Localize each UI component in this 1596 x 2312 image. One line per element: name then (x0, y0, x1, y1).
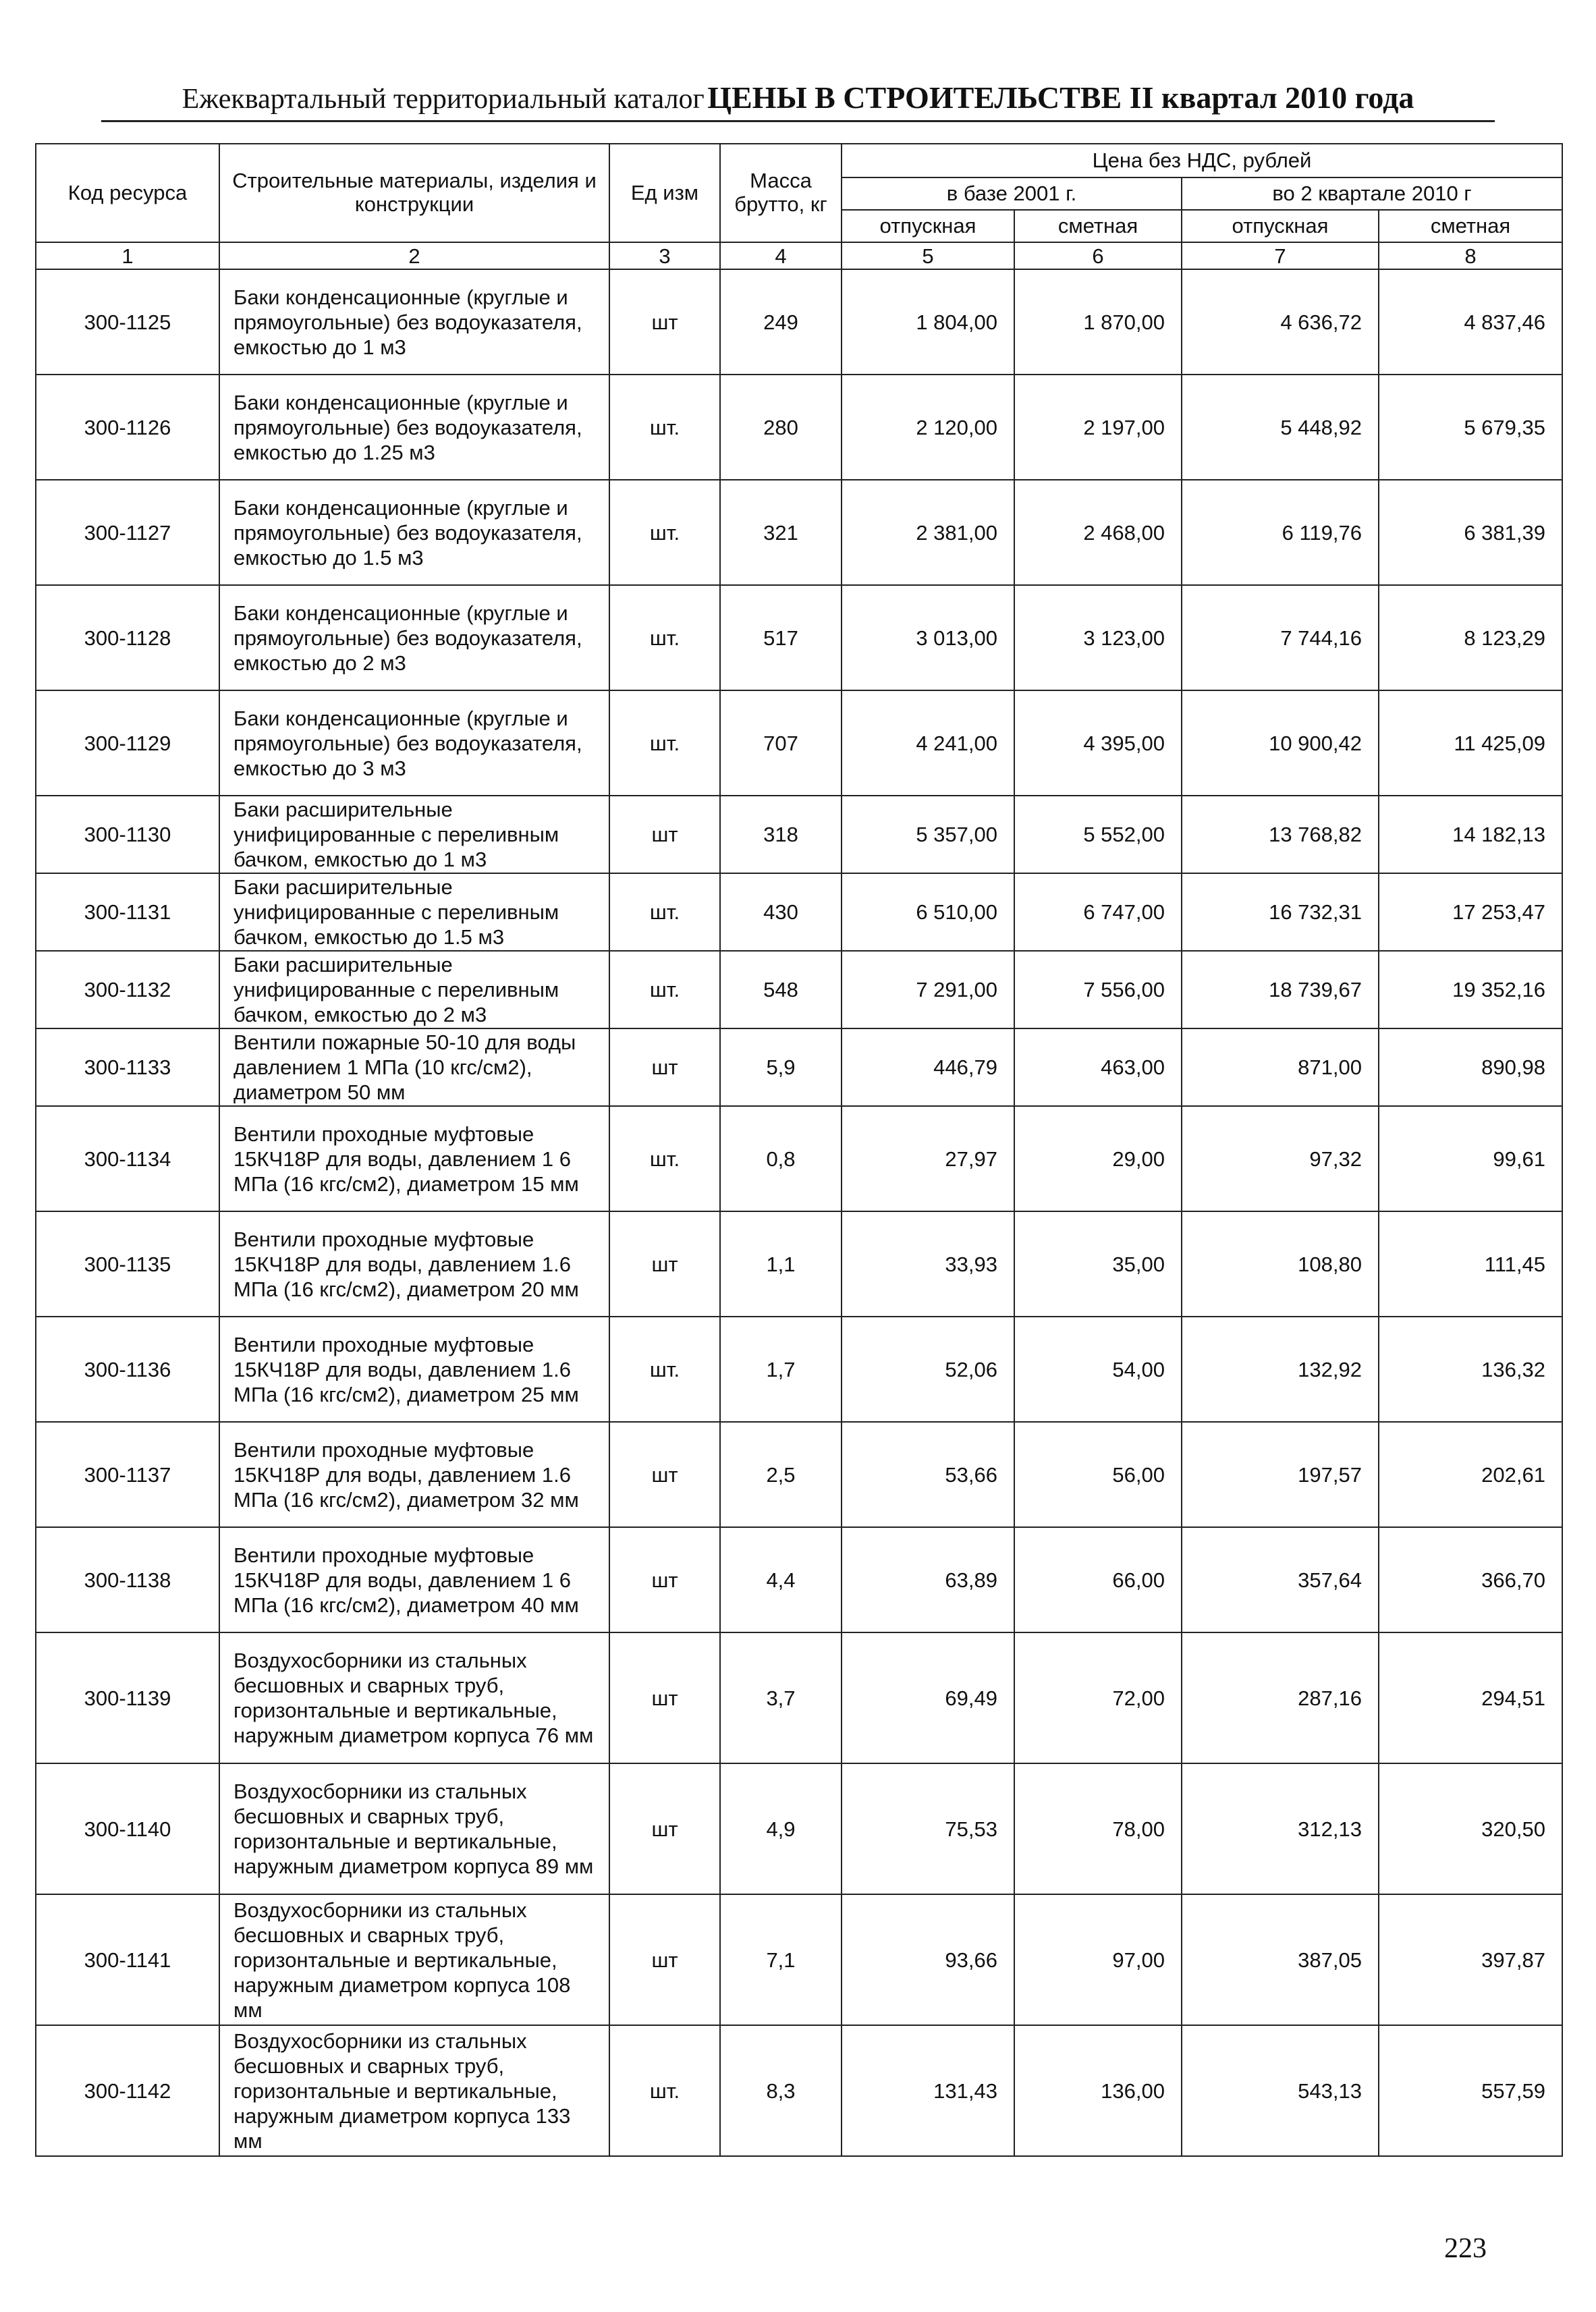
gross-mass: 321 (720, 480, 842, 585)
price-estimate-2001: 7 556,00 (1014, 951, 1182, 1028)
gross-mass: 8,3 (720, 2025, 842, 2156)
price-release-2001: 131,43 (842, 2025, 1014, 2156)
table-row (36, 480, 1562, 585)
price-estimate-2001: 463,00 (1014, 1028, 1182, 1106)
gross-mass: 249 (720, 269, 842, 375)
price-release-2001: 75,53 (842, 1763, 1014, 1894)
gross-mass: 318 (720, 796, 842, 873)
price-estimate-2001: 97,00 (1014, 1894, 1182, 2025)
gross-mass: 430 (720, 873, 842, 951)
price-estimate-2001: 72,00 (1014, 1632, 1182, 1763)
page-number: 223 (1444, 2233, 1487, 2264)
table-row (36, 585, 1562, 690)
header-title: ЦЕНЫ В СТРОИТЕЛЬСТВЕ II квартал 2010 года (707, 80, 1414, 115)
gross-mass: 4,9 (720, 1763, 842, 1894)
unit: шт (609, 796, 720, 873)
material-name: Воздухосборники из стальных бесшовных и сварных труб, горизонтальные и вертикальные, наружным диаметром корпуса 76 мм (219, 1632, 609, 1763)
price-estimate-q2-2010: 19 352,16 (1379, 951, 1562, 1028)
gross-mass: 1,7 (720, 1317, 842, 1422)
table-row (36, 1211, 1562, 1317)
resource-code: 300-1134 (36, 1106, 219, 1211)
header-estimate-q2: сметная (1379, 210, 1562, 242)
price-release-2001: 33,93 (842, 1211, 1014, 1317)
price-release-q2-2010: 132,92 (1182, 1317, 1379, 1422)
price-release-q2-2010: 16 732,31 (1182, 873, 1379, 951)
material-name: Баки конденсационные (круглые и прямоугольные) без водоуказателя, емкостью до 1 м3 (219, 269, 609, 375)
header-mass: Масса брутто, кг (720, 144, 842, 242)
unit: шт. (609, 690, 720, 796)
unit: шт (609, 1763, 720, 1894)
price-release-2001: 1 804,00 (842, 269, 1014, 375)
price-estimate-q2-2010: 99,61 (1379, 1106, 1562, 1211)
price-release-2001: 52,06 (842, 1317, 1014, 1422)
unit: шт (609, 1894, 720, 2025)
price-release-q2-2010: 287,16 (1182, 1632, 1379, 1763)
col-number: 7 (1182, 242, 1379, 269)
price-estimate-2001: 29,00 (1014, 1106, 1182, 1211)
price-estimate-q2-2010: 557,59 (1379, 2025, 1562, 2156)
table-row (36, 873, 1562, 951)
gross-mass: 707 (720, 690, 842, 796)
header-name: Строительные материалы, изделия и конструкции (219, 144, 609, 242)
price-release-q2-2010: 13 768,82 (1182, 796, 1379, 873)
table-row (36, 1317, 1562, 1422)
table-row (36, 1763, 1562, 1894)
price-release-2001: 4 241,00 (842, 690, 1014, 796)
resource-code: 300-1127 (36, 480, 219, 585)
price-release-q2-2010: 108,80 (1182, 1211, 1379, 1317)
material-name: Воздухосборники из стальных бесшовных и сварных труб, горизонтальные и вертикальные, наружным диаметром корпуса 133 мм (219, 2025, 609, 2156)
price-release-2001: 2 381,00 (842, 480, 1014, 585)
gross-mass: 2,5 (720, 1422, 842, 1527)
col-number: 1 (36, 242, 219, 269)
col-number: 8 (1379, 242, 1562, 269)
resource-code: 300-1136 (36, 1317, 219, 1422)
table-row (36, 1028, 1562, 1106)
price-estimate-q2-2010: 294,51 (1379, 1632, 1562, 1763)
resource-code: 300-1129 (36, 690, 219, 796)
gross-mass: 7,1 (720, 1894, 842, 2025)
resource-code: 300-1130 (36, 796, 219, 873)
material-name: Баки конденсационные (круглые и прямоугольные) без водоуказателя, емкостью до 2 м3 (219, 585, 609, 690)
resource-code: 300-1125 (36, 269, 219, 375)
col-number: 2 (219, 242, 609, 269)
page-header (101, 80, 1495, 122)
price-estimate-2001: 35,00 (1014, 1211, 1182, 1317)
unit: шт (609, 269, 720, 375)
price-estimate-2001: 5 552,00 (1014, 796, 1182, 873)
price-release-2001: 53,66 (842, 1422, 1014, 1527)
price-release-q2-2010: 97,32 (1182, 1106, 1379, 1211)
price-table (35, 143, 1563, 2157)
gross-mass: 517 (720, 585, 842, 690)
table-row (36, 1894, 1562, 2025)
table-row (36, 1106, 1562, 1211)
price-release-q2-2010: 5 448,92 (1182, 375, 1379, 480)
price-release-2001: 7 291,00 (842, 951, 1014, 1028)
price-release-2001: 63,89 (842, 1527, 1014, 1632)
gross-mass: 0,8 (720, 1106, 842, 1211)
price-release-2001: 69,49 (842, 1632, 1014, 1763)
material-name: Баки расширительные унифицированные с переливным бачком, емкостью до 2 м3 (219, 951, 609, 1028)
column-number-row (36, 242, 1562, 269)
gross-mass: 1,1 (720, 1211, 842, 1317)
unit: шт. (609, 1106, 720, 1211)
table-body (36, 269, 1562, 2156)
material-name: Баки конденсационные (круглые и прямоугольные) без водоуказателя, емкостью до 1.5 м3 (219, 480, 609, 585)
material-name: Воздухосборники из стальных бесшовных и сварных труб, горизонтальные и вертикальные, наружным диаметром корпуса 108 мм (219, 1894, 609, 2025)
price-estimate-2001: 3 123,00 (1014, 585, 1182, 690)
price-release-2001: 2 120,00 (842, 375, 1014, 480)
price-estimate-2001: 54,00 (1014, 1317, 1182, 1422)
price-release-q2-2010: 6 119,76 (1182, 480, 1379, 585)
price-estimate-q2-2010: 890,98 (1379, 1028, 1562, 1106)
header-release-q2: отпускная (1182, 210, 1379, 242)
unit: шт. (609, 2025, 720, 2156)
resource-code: 300-1132 (36, 951, 219, 1028)
gross-mass: 5,9 (720, 1028, 842, 1106)
unit: шт. (609, 375, 720, 480)
price-estimate-q2-2010: 366,70 (1379, 1527, 1562, 1632)
table-row (36, 1632, 1562, 1763)
header-q2-2010: во 2 квартале 2010 г (1182, 177, 1562, 210)
col-number: 3 (609, 242, 720, 269)
col-number: 6 (1014, 242, 1182, 269)
price-estimate-q2-2010: 320,50 (1379, 1763, 1562, 1894)
price-release-q2-2010: 871,00 (1182, 1028, 1379, 1106)
header-prefix: Ежеквартальный территориальный каталог (182, 84, 705, 115)
price-estimate-q2-2010: 14 182,13 (1379, 796, 1562, 873)
resource-code: 300-1138 (36, 1527, 219, 1632)
resource-code: 300-1142 (36, 2025, 219, 2156)
resource-code: 300-1140 (36, 1763, 219, 1894)
material-name: Вентили проходные муфтовые 15КЧ18Р для воды, давлением 1.6 МПа (16 кгс/см2), диаметром 32 мм (219, 1422, 609, 1527)
unit: шт. (609, 585, 720, 690)
gross-mass: 4,4 (720, 1527, 842, 1632)
unit: шт (609, 1422, 720, 1527)
material-name: Вентили проходные муфтовые 15КЧ18Р для воды, давлением 1.6 МПа (16 кгс/см2), диаметром 20 мм (219, 1211, 609, 1317)
material-name: Баки конденсационные (круглые и прямоугольные) без водоуказателя, емкостью до 1.25 м3 (219, 375, 609, 480)
resource-code: 300-1131 (36, 873, 219, 951)
price-estimate-q2-2010: 397,87 (1379, 1894, 1562, 2025)
resource-code: 300-1126 (36, 375, 219, 480)
table-row (36, 269, 1562, 375)
price-estimate-q2-2010: 136,32 (1379, 1317, 1562, 1422)
header-estimate-base: сметная (1014, 210, 1182, 242)
price-release-2001: 6 510,00 (842, 873, 1014, 951)
price-estimate-2001: 78,00 (1014, 1763, 1182, 1894)
price-estimate-2001: 66,00 (1014, 1527, 1182, 1632)
unit: шт. (609, 1317, 720, 1422)
header-price: Цена без НДС, рублей (842, 144, 1562, 177)
unit: шт. (609, 873, 720, 951)
table-row (36, 375, 1562, 480)
price-estimate-q2-2010: 111,45 (1379, 1211, 1562, 1317)
unit: шт (609, 1028, 720, 1106)
price-release-q2-2010: 7 744,16 (1182, 585, 1379, 690)
header-unit: Ед изм (609, 144, 720, 242)
header-release-base: отпускная (842, 210, 1014, 242)
resource-code: 300-1139 (36, 1632, 219, 1763)
gross-mass: 548 (720, 951, 842, 1028)
price-estimate-2001: 56,00 (1014, 1422, 1182, 1527)
unit: шт (609, 1632, 720, 1763)
price-release-2001: 446,79 (842, 1028, 1014, 1106)
table-row (36, 951, 1562, 1028)
resource-code: 300-1141 (36, 1894, 219, 2025)
resource-code: 300-1135 (36, 1211, 219, 1317)
price-estimate-2001: 1 870,00 (1014, 269, 1182, 375)
price-release-q2-2010: 387,05 (1182, 1894, 1379, 2025)
resource-code: 300-1137 (36, 1422, 219, 1527)
price-estimate-2001: 4 395,00 (1014, 690, 1182, 796)
unit: шт (609, 1527, 720, 1632)
header-base-2001: в базе 2001 г. (842, 177, 1182, 210)
price-estimate-2001: 6 747,00 (1014, 873, 1182, 951)
price-estimate-2001: 136,00 (1014, 2025, 1182, 2156)
price-release-2001: 93,66 (842, 1894, 1014, 2025)
gross-mass: 3,7 (720, 1632, 842, 1763)
price-estimate-q2-2010: 6 381,39 (1379, 480, 1562, 585)
unit: шт (609, 1211, 720, 1317)
price-release-q2-2010: 18 739,67 (1182, 951, 1379, 1028)
price-estimate-q2-2010: 202,61 (1379, 1422, 1562, 1527)
resource-code: 300-1133 (36, 1028, 219, 1106)
unit: шт. (609, 951, 720, 1028)
col-number: 5 (842, 242, 1014, 269)
price-release-q2-2010: 197,57 (1182, 1422, 1379, 1527)
price-release-q2-2010: 10 900,42 (1182, 690, 1379, 796)
price-estimate-q2-2010: 4 837,46 (1379, 269, 1562, 375)
price-estimate-q2-2010: 8 123,29 (1379, 585, 1562, 690)
material-name: Вентили проходные муфтовые 15КЧ18Р для воды, давлением 1 6 МПа (16 кгс/см2), диаметром 15 мм (219, 1106, 609, 1211)
unit: шт. (609, 480, 720, 585)
price-release-q2-2010: 312,13 (1182, 1763, 1379, 1894)
price-estimate-2001: 2 197,00 (1014, 375, 1182, 480)
col-number: 4 (720, 242, 842, 269)
price-estimate-q2-2010: 17 253,47 (1379, 873, 1562, 951)
resource-code: 300-1128 (36, 585, 219, 690)
material-name: Вентили пожарные 50-10 для воды давлением 1 МПа (10 кгс/см2), диаметром 50 мм (219, 1028, 609, 1106)
price-estimate-q2-2010: 11 425,09 (1379, 690, 1562, 796)
price-estimate-2001: 2 468,00 (1014, 480, 1182, 585)
table-row (36, 690, 1562, 796)
price-release-2001: 5 357,00 (842, 796, 1014, 873)
price-release-2001: 3 013,00 (842, 585, 1014, 690)
price-release-q2-2010: 543,13 (1182, 2025, 1379, 2156)
material-name: Баки конденсационные (круглые и прямоугольные) без водоуказателя, емкостью до 3 м3 (219, 690, 609, 796)
price-release-q2-2010: 357,64 (1182, 1527, 1379, 1632)
table-row (36, 1527, 1562, 1632)
material-name: Воздухосборники из стальных бесшовных и сварных труб, горизонтальные и вертикальные, наружным диаметром корпуса 89 мм (219, 1763, 609, 1894)
material-name: Баки расширительные унифицированные с переливным бачком, емкостью до 1 м3 (219, 796, 609, 873)
table-row (36, 2025, 1562, 2156)
price-release-2001: 27,97 (842, 1106, 1014, 1211)
material-name: Вентили проходные муфтовые 15КЧ18Р для воды, давлением 1.6 МПа (16 кгс/см2), диаметром 25 мм (219, 1317, 609, 1422)
header-code: Код ресурса (36, 144, 219, 242)
table-row (36, 796, 1562, 873)
material-name: Вентили проходные муфтовые 15КЧ18Р для воды, давлением 1 6 МПа (16 кгс/см2), диаметром 40 мм (219, 1527, 609, 1632)
gross-mass: 280 (720, 375, 842, 480)
price-release-q2-2010: 4 636,72 (1182, 269, 1379, 375)
price-estimate-q2-2010: 5 679,35 (1379, 375, 1562, 480)
table-row (36, 1422, 1562, 1527)
material-name: Баки расширительные унифицированные с переливным бачком, емкостью до 1.5 м3 (219, 873, 609, 951)
